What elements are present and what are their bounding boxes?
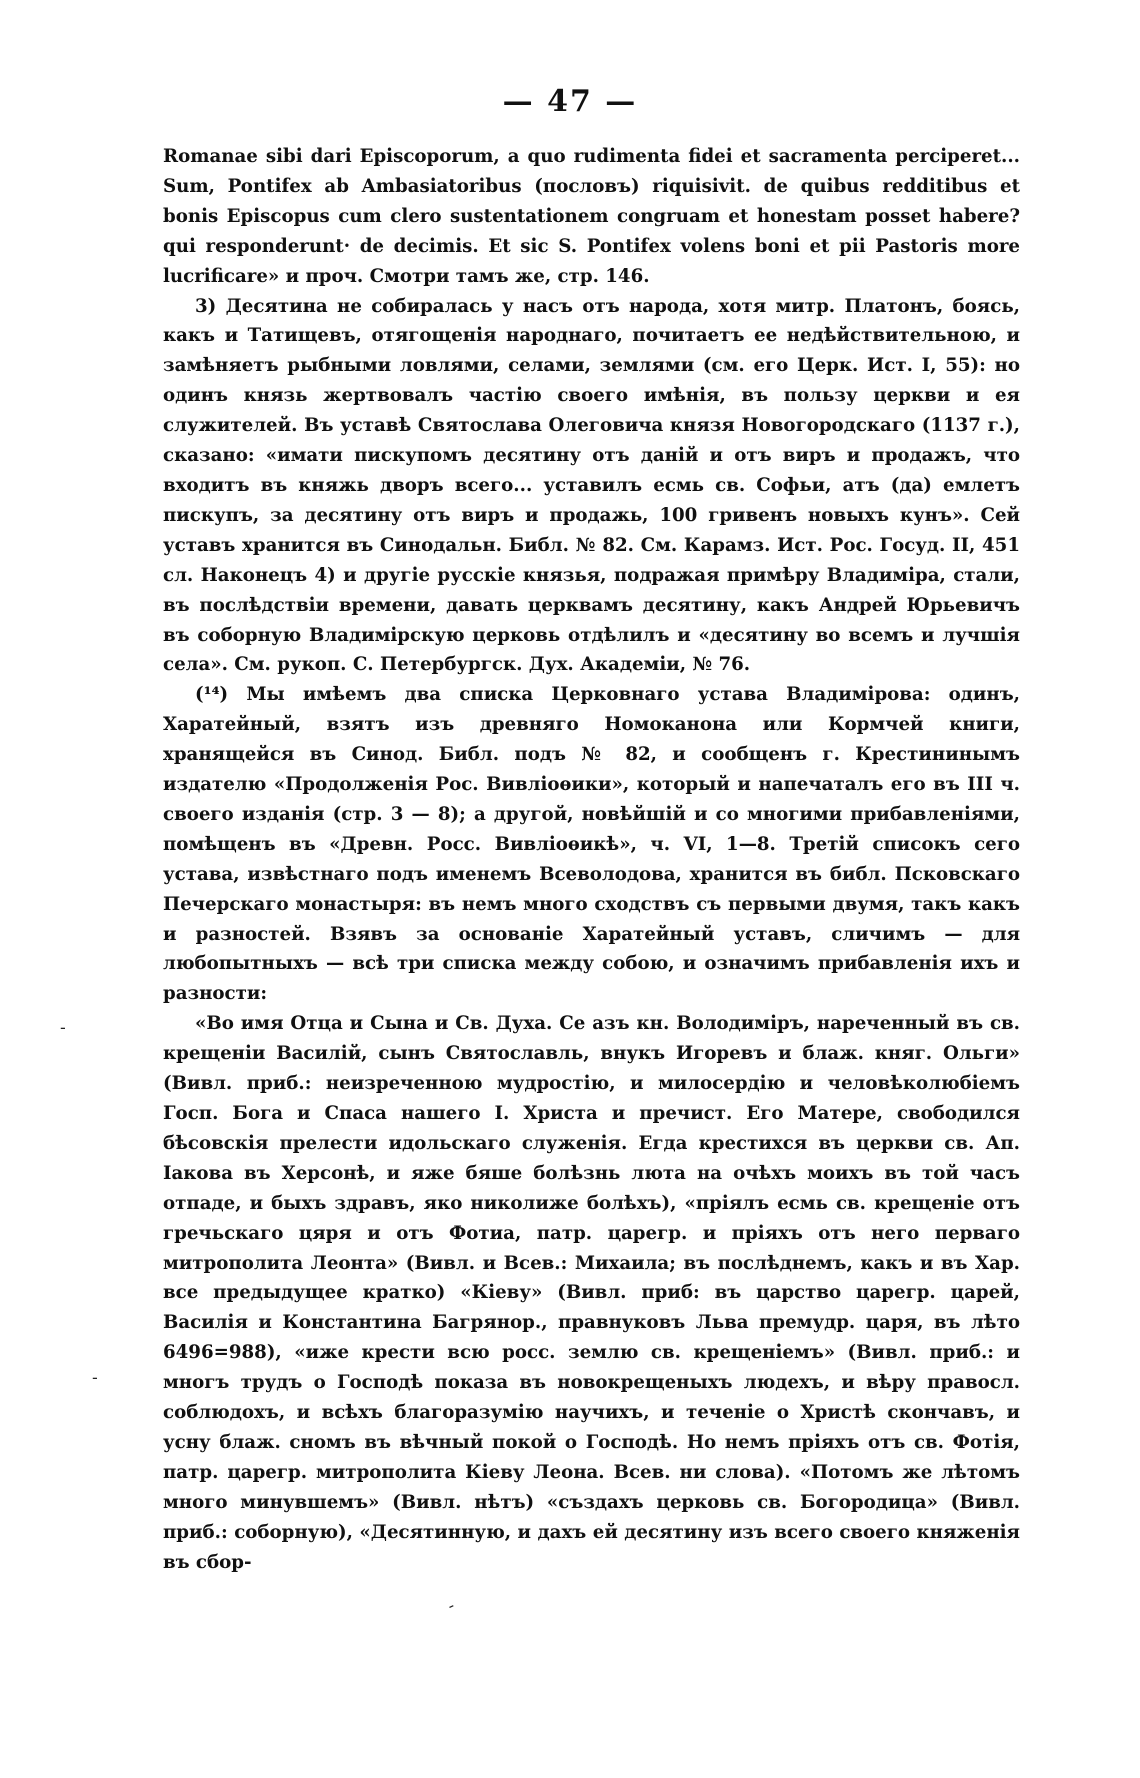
margin-mark: - xyxy=(60,1018,66,1037)
margin-mark: - xyxy=(444,1595,458,1616)
paragraph-latin-quote: Romanae sibi dari Episcoporum, a quo rudimenta fidei et sacramenta perciperet... Sum, Pontifex ab Ambasiatoribus (пословъ) riquisivit. de quibus redditibus et bonis Episcopus cum clero sustentationem congruam et honestam posset habere? qui responderunt· de decimis. Et sic S. Pontifex volens boni et pii Pastoris more lucrificare» и проч. Смотри тамъ же, стр. 146. xyxy=(163,146,1020,287)
paragraph-footnote-14: (¹⁴) Мы имѣемъ два списка Церковнаго устава Владимірова: одинъ, Харатейный, взятъ изъ древняго Номоканона или Кормчей книги, хранящейся въ Синод. Библ. подъ № 82, и сообщенъ г. Крестининымъ издателю «Продолженія Рос. Вивліоѳики», который и напечаталъ его въ III ч. своего изданія (стр. 3 — 8); а другой, новѣйшій и со многими прибавленіями, помѣщенъ въ «Древн. Росс. Вивліоѳикѣ», ч. VI, 1—8. Третій списокъ сего устава, извѣстнаго подъ именемъ Всеволодова, хранится въ библ. Псковскаго Печерскаго монастыря: въ немъ много сходствъ съ первыми двумя, такъ какъ и разностей. Взявъ за основаніе Харатейный уставъ, сличимъ — для любопытныхъ — всѣ три списка между собою, и означимъ прибавленія ихъ и разности: xyxy=(163,684,1020,1005)
page-number: — 47 — xyxy=(502,84,638,119)
body-text xyxy=(163,142,1020,1578)
paragraph-charter-text: «Во имя Отца и Сына и Св. Духа. Се азъ кн. Володиміръ, нареченный въ св. крещеніи Василій, сынъ Святославль, внукъ Игоревъ и блаж. княг. Ольги» (Вивл. приб.: неизреченною мудростію, и милосердію и человѣколюбіемъ Госп. Бога и Спаса нашего І. Христа и пречист. Его Матере, свободился бѣсовскія прелести идольскаго служенія. Егда крестихся въ церкви св. Ап. Іакова въ Херсонѣ, и яже бяше болѣзнь люта на очѣхъ моихъ въ той часъ отпаде, и быхъ здравъ, яко николиже болѣхъ), «пріялъ есмь св. крещеніе отъ гречьскаго цяря и отъ Фотиа, патр. царегр. и пріяхъ отъ него перваго митрополита Леонта» (Вивл. и Всев.: Михаила; въ послѣднемъ, какъ и въ Хар. все предыдущее кратко) «Кіеву» (Вивл. приб: въ царство царегр. царей, Василія и Константина Багрянор., правнуковъ Льва премудр. царя, въ лѣто 6496=988), «иже крести всю росс. землю св. крещеніемъ» (Вивл. приб.: и многъ трудъ о Господѣ показа въ новокрещеныхъ людехъ, и вѣру правосл. соблюдохъ, и всѣхъ благоразумію научихъ, и теченіе о Христѣ скончавъ, и усну блаж. сномъ въ вѣчный покой о Господѣ. Но немъ пріяхъ отъ св. Фотія, патр. царегр. митрополита Кіеву Леона. Всев. ни слова). «Потомъ же лѣтомъ много минувшемъ» (Вивл. нѣтъ) «създахъ церковь св. Богородица» (Вивл. приб.: соборную), «Десятинную, и дахъ ей десятину изъ всего своего княженія въ сбор- xyxy=(163,1013,1020,1573)
paragraph-tithe-note: 3) Десятина не собиралась у насъ отъ народа, хотя митр. Платонъ, боясь, какъ и Татищевъ, отягощенія народнаго, почитаетъ ее недѣйствительною, и замѣняетъ рыбными ловлями, селами, землями (см. его Церк. Ист. I, 55): но одинъ князь жертвовалъ частію своего имѣнія, въ пользу церкви и ея служителей. Въ уставѣ Святослава Олеговича князя Новогородскаго (1137 г.), сказано: «имати пискупомъ десятину отъ даній и отъ виръ и продажъ, что входитъ въ княжь дворъ всего... уставилъ есмь св. Софьи, атъ (да) емлетъ пискупъ, за десятину отъ виръ и продажь, 100 гривенъ новыхъ кунъ». Сей уставъ хранится въ Синодальн. Библ. № 82. См. Карамз. Ист. Рос. Госуд. II, 451 сл. Наконецъ 4) и другіе русскіе князья, подражая примѣру Владиміра, стали, въ послѣдствіи времени, давать церквамъ десятину, какъ Андрей Юрьевичъ въ соборную Владимірскую церковь отдѣлилъ и «десятину во всемъ и лучшія села». См. рукоп. С. Петербургск. Дух. Академіи, № 76. xyxy=(163,295,1020,676)
margin-mark: - xyxy=(92,1368,98,1387)
